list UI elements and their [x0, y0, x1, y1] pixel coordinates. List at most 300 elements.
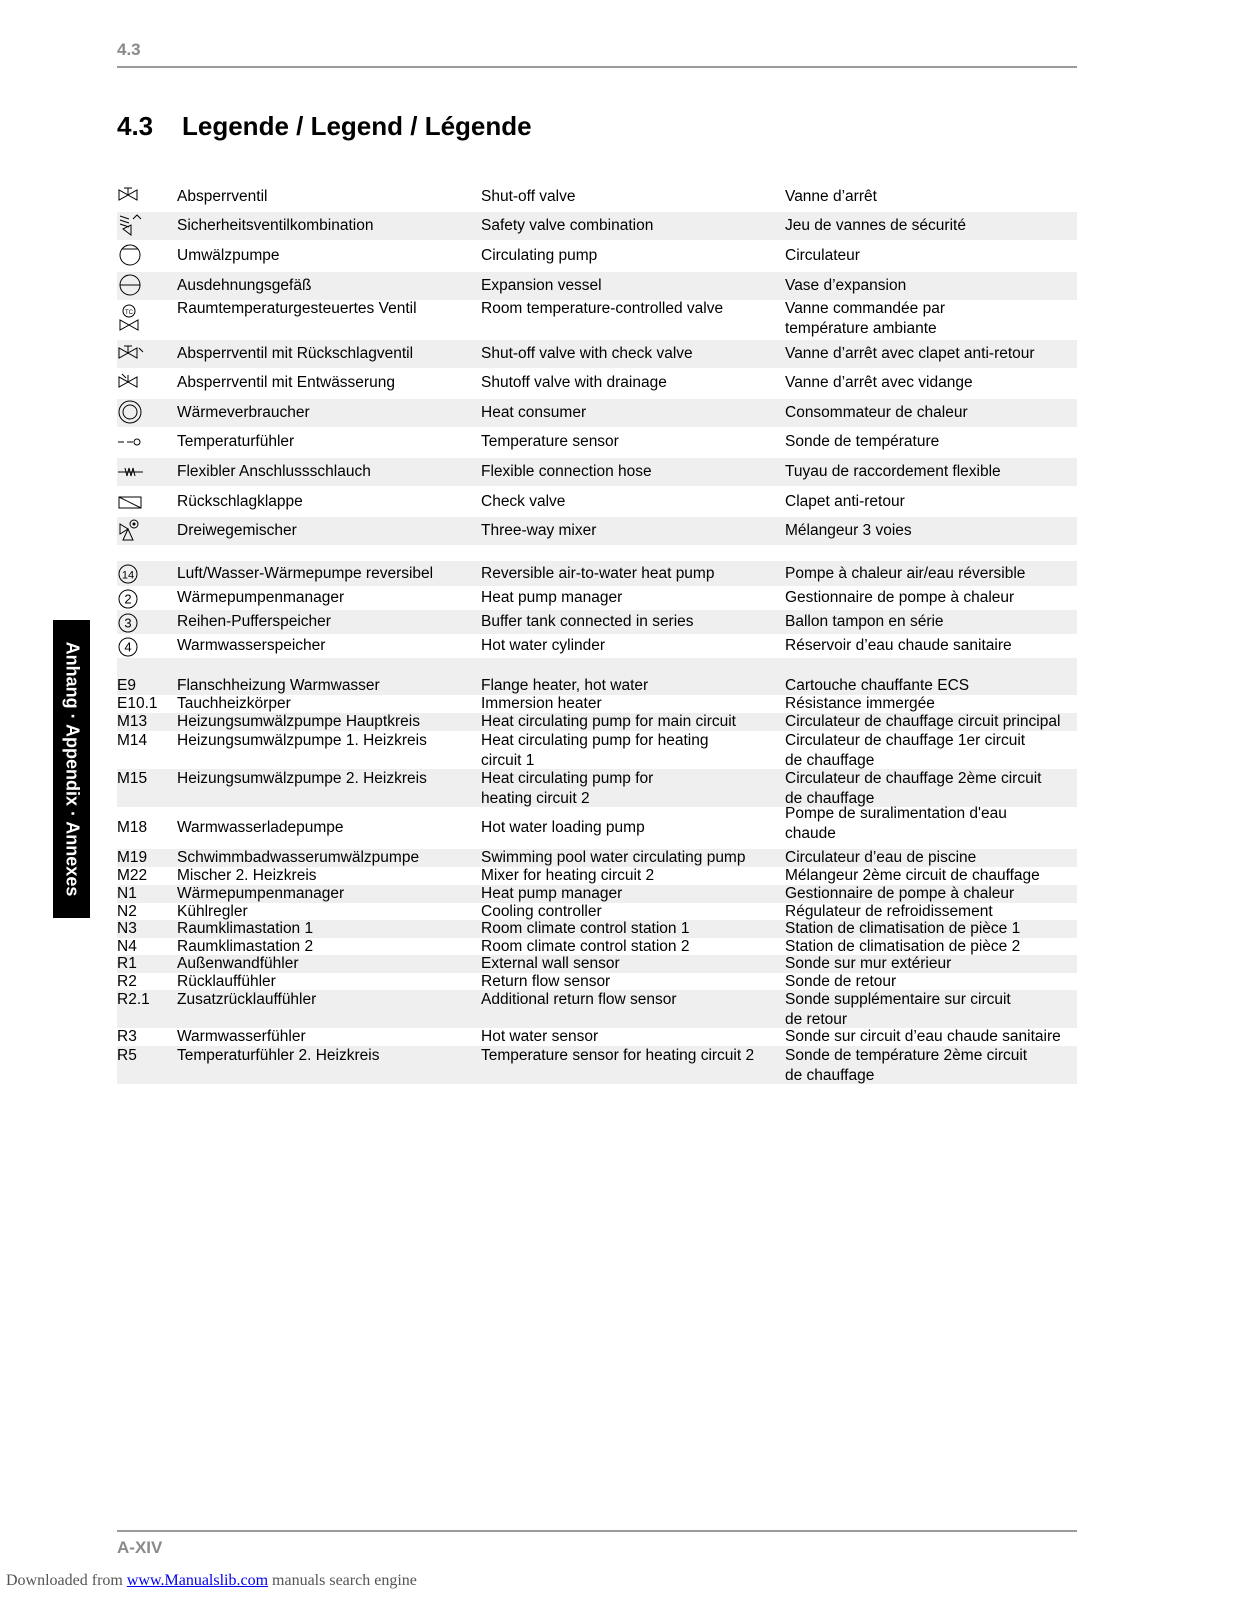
component-code [117, 884, 172, 904]
label-de [177, 462, 371, 482]
label-en [481, 884, 622, 904]
label-de-text: Rücklauffühler [177, 973, 276, 990]
shutoff-check-valve-icon [117, 343, 145, 365]
legend-spacer-row [117, 658, 1077, 677]
label-de-text: Raumklimastation 1 [177, 920, 314, 937]
label-fr-text: Sonde supplémentaire sur circuit [785, 991, 1011, 1008]
label-en-text: Hot water loading pump [481, 819, 645, 836]
label-de-text: Raumklimastation 2 [177, 938, 314, 955]
label-fr [785, 432, 939, 452]
safety-valve-combination-icon [117, 213, 172, 239]
label-de-text: Heizungsumwälzpumpe 2. Heizkreis [177, 770, 427, 787]
label-de [177, 403, 310, 423]
label-en-text: Mixer for heating circuit 2 [481, 867, 655, 884]
label-en [481, 712, 736, 732]
component-code [117, 919, 172, 939]
label-de [177, 187, 267, 207]
component-number-icon [117, 635, 172, 659]
label-fr-text: Sonde sur mur extérieur [785, 955, 952, 972]
label-fr [785, 216, 966, 236]
legend-row [117, 428, 1077, 456]
label-fr [785, 712, 1060, 732]
label-en [481, 694, 602, 714]
label-en-text-cont: circuit 1 [481, 752, 535, 769]
label-fr [785, 612, 944, 632]
label-de-text: Heizungsumwälzpumpe Hauptkreis [177, 713, 420, 730]
component-code-text: M19 [117, 849, 148, 866]
label-en [481, 187, 576, 207]
three-way-mixer-icon [117, 518, 145, 544]
label-en-text: Additional return flow sensor [481, 991, 677, 1008]
component-code-text: M15 [117, 770, 148, 787]
component-code-text: M14 [117, 732, 148, 749]
label-en-text: Flexible connection hose [481, 463, 652, 480]
safety-valve-combination-icon [117, 213, 145, 239]
label-fr [785, 521, 912, 541]
legend-row [117, 212, 1077, 240]
label-fr-text: Clapet anti-retour [785, 493, 905, 510]
label-fr-text: Circulateur de chauffage circuit principal [785, 713, 1061, 730]
component-code [117, 818, 172, 838]
legend-row [117, 399, 1077, 427]
legend-row [117, 488, 1077, 516]
label-de-text: Temperaturfühler [177, 433, 295, 450]
label-fr [785, 804, 1007, 844]
label-de-text: Reihen-Pufferspeicher [177, 613, 331, 630]
component-code-text: R1 [117, 955, 137, 972]
room-temperature-valve-icon [117, 304, 172, 334]
component-code-text: R3 [117, 1028, 137, 1045]
label-en [481, 818, 645, 838]
label-de-text: Kühlregler [177, 903, 248, 920]
label-en-text: Expansion vessel [481, 277, 602, 294]
label-de [177, 884, 344, 904]
legend-row [117, 1028, 1077, 1046]
component-number-icon [117, 587, 141, 611]
label-en-text: Hot water cylinder [481, 637, 606, 654]
label-fr-text: Vanne commandée par [785, 300, 945, 317]
temperature-sensor-icon [117, 431, 172, 453]
label-de-text: Warmwasserspeicher [177, 637, 326, 654]
label-en [481, 462, 652, 482]
label-en [481, 636, 605, 656]
component-code-text: E9 [117, 677, 136, 694]
label-fr-text: Circulateur d’eau de piscine [785, 849, 977, 866]
label-fr-text: Mélangeur 2ème circuit de chauffage [785, 867, 1040, 884]
download-prefix: Downloaded from [6, 1572, 127, 1589]
component-code-text: N4 [117, 938, 137, 955]
label-de-text: Flanschheizung Warmwasser [177, 677, 380, 694]
component-code-text: N2 [117, 903, 137, 920]
label-fr-text: Vanne d’arrêt avec vidange [785, 374, 973, 391]
label-fr-text: Circulateur de chauffage 1er circuit [785, 732, 1026, 749]
label-de-text: Tauchheizkörper [177, 695, 291, 712]
label-de-text: Rückschlagklappe [177, 493, 303, 510]
label-fr [785, 866, 1040, 886]
legend-row [117, 990, 1077, 1028]
component-code [117, 712, 172, 732]
label-fr-text: Gestionnaire de pompe à chaleur [785, 885, 1015, 902]
label-fr [785, 731, 1025, 771]
title-number: 4.3 [117, 111, 154, 141]
legend-row [117, 677, 1077, 695]
component-code [117, 769, 172, 789]
label-en-text: Heat pump manager [481, 885, 623, 902]
three-way-mixer-icon [117, 518, 172, 544]
label-de [177, 848, 419, 868]
label-fr [785, 246, 860, 266]
label-fr-text: Tuyau de raccordement flexible [785, 463, 1001, 480]
label-de-text: Zusatzrücklauffühler [177, 991, 317, 1008]
label-en-text: Cooling controller [481, 903, 602, 920]
label-de-text: Warmwasserladepumpe [177, 819, 344, 836]
label-fr-text-cont: température ambiante [785, 320, 937, 337]
label-en [481, 344, 693, 364]
component-number-icon [117, 611, 141, 635]
label-en [481, 403, 586, 423]
legend-row [117, 517, 1077, 545]
legend-row [117, 340, 1077, 368]
label-de [177, 216, 373, 236]
component-number: 2 [124, 591, 132, 607]
footer-page-label: A-XIV [117, 1538, 163, 1557]
component-code [117, 694, 172, 714]
label-fr [785, 588, 1014, 608]
label-de-text: Absperrventil mit Entwässerung [177, 374, 395, 391]
side-tab [53, 620, 90, 918]
label-en [481, 521, 596, 541]
check-valve-icon [117, 491, 145, 513]
label-de-text: Umwälzpumpe [177, 247, 280, 264]
label-en-text: Hot water sensor [481, 1028, 599, 1045]
label-en-text: Shut-off valve [481, 188, 576, 205]
label-fr [785, 884, 1014, 904]
label-de [177, 694, 291, 714]
label-fr [785, 187, 877, 207]
label-fr [785, 1046, 1027, 1086]
label-fr [785, 564, 1025, 584]
label-de-text: Außenwandfühler [177, 955, 299, 972]
label-en [481, 919, 689, 939]
label-en-text: Room temperature-controlled valve [481, 300, 724, 317]
heat-consumer-icon [117, 400, 145, 426]
label-en-text: Buffer tank connected in series [481, 613, 694, 630]
component-number-icon [117, 635, 141, 659]
label-en [481, 954, 620, 974]
label-de [177, 769, 427, 789]
label-en [481, 299, 723, 319]
label-de-text: Heizungsumwälzpumpe 1. Heizkreis [177, 732, 427, 749]
component-code-text: M22 [117, 867, 148, 884]
label-fr [785, 769, 1041, 809]
flexible-hose-icon [117, 461, 145, 483]
label-de [177, 990, 316, 1010]
label-en-text: Check valve [481, 493, 566, 510]
component-number-icon [117, 562, 141, 586]
label-de [177, 521, 297, 541]
header-rule [117, 66, 1077, 68]
page-title [117, 111, 532, 142]
label-en [481, 216, 653, 236]
manualslib-link[interactable]: www.Manualslib.com [126, 1572, 269, 1589]
component-code [117, 1046, 172, 1066]
legend-row [117, 458, 1077, 486]
legend-row [117, 849, 1077, 867]
label-en [481, 492, 565, 512]
label-de-text: Flexibler Anschlussschlauch [177, 463, 371, 480]
component-code [117, 954, 172, 974]
label-fr [785, 1027, 1061, 1047]
label-de-text: Absperrventil mit Rückschlagventil [177, 345, 414, 362]
label-en-text-cont: heating circuit 2 [481, 790, 590, 807]
label-fr-text: Circulateur de chauffage 2ème circuit [785, 770, 1042, 787]
footer-rule [117, 1530, 1077, 1532]
label-de-text: Wärmepumpenmanager [177, 589, 345, 606]
label-fr [785, 276, 906, 296]
label-fr-text: Cartouche chauffante ECS [785, 677, 970, 694]
label-en-text: Temperature sensor [481, 433, 619, 450]
label-de [177, 612, 331, 632]
side-tab-label: Anhang · Appendix · Annexes [62, 641, 82, 897]
label-fr [785, 299, 945, 339]
label-fr-text: Vanne d’arrêt avec clapet anti-retour [785, 345, 1035, 362]
label-en [481, 866, 654, 886]
label-en-text: Circulating pump [481, 247, 598, 264]
label-en [481, 276, 602, 296]
component-code-text: R5 [117, 1047, 137, 1064]
label-en [481, 564, 714, 584]
legend-row [117, 634, 1077, 658]
label-en-text: Temperature sensor for heating circuit 2 [481, 1047, 755, 1064]
legend-row [117, 1046, 1077, 1084]
svg-text:TC: TC [125, 310, 133, 316]
label-de [177, 588, 344, 608]
shutoff-drain-valve-icon [117, 372, 172, 394]
label-fr-text-cont: de chauffage [785, 752, 875, 769]
component-number-icon [117, 562, 172, 586]
label-fr [785, 972, 896, 992]
label-de [177, 432, 294, 452]
label-fr-text: Réservoir d’eau chaude sanitaire [785, 637, 1012, 654]
label-de [177, 276, 311, 296]
label-en [481, 246, 597, 266]
label-de-text: Schwimmbadwasserumwälzpumpe [177, 849, 420, 866]
label-fr-text-cont: de chauffage [785, 1067, 875, 1084]
label-fr-text-cont: de chauffage [785, 790, 875, 807]
legend-row [117, 299, 1077, 339]
label-en [481, 731, 708, 771]
label-fr [785, 694, 935, 714]
header-section-number: 4.3 [117, 40, 141, 59]
label-de [177, 712, 420, 732]
label-en [481, 1046, 754, 1066]
label-fr [785, 676, 969, 696]
label-fr-text: Sonde de température 2ème circuit [785, 1047, 1028, 1064]
label-fr-text: Sonde de température [785, 433, 940, 450]
label-de-text: Luft/Wasser-Wärmepumpe reversibel [177, 565, 434, 582]
label-de [177, 818, 344, 838]
flexible-hose-icon [117, 461, 172, 483]
label-fr [785, 373, 973, 393]
label-en-text: Flange heater, hot water [481, 677, 649, 694]
label-de [177, 636, 325, 656]
label-fr [785, 848, 976, 868]
component-number: 3 [124, 615, 132, 631]
legend-row [117, 885, 1077, 903]
label-fr [785, 636, 1012, 656]
shutoff-valve-icon [117, 186, 145, 208]
label-fr [785, 919, 1020, 939]
component-code [117, 848, 172, 868]
label-en-text: Heat circulating pump for [481, 770, 654, 787]
check-valve-icon [117, 491, 172, 513]
temperature-sensor-icon [117, 431, 145, 453]
label-fr [785, 403, 968, 423]
circulating-pump-icon [117, 243, 172, 269]
component-number-icon [117, 587, 172, 611]
label-en-text: Reversible air-to-water heat pump [481, 565, 715, 582]
legend-row [117, 695, 1077, 713]
label-en-text: External wall sensor [481, 955, 620, 972]
legend-row [117, 561, 1077, 586]
download-suffix: manuals search engine [268, 1572, 417, 1589]
label-fr [785, 462, 1001, 482]
label-de [177, 246, 280, 266]
label-fr-text-cont: chaude [785, 825, 836, 842]
component-number: 4 [124, 639, 132, 655]
label-fr-text: Résistance immergée [785, 695, 935, 712]
label-fr-text: Station de climatisation de pièce 1 [785, 920, 1021, 937]
label-fr [785, 344, 1035, 364]
label-en-text: Heat consumer [481, 404, 587, 421]
label-en [481, 972, 610, 992]
heat-consumer-icon [117, 400, 172, 426]
label-en-text: Immersion heater [481, 695, 602, 712]
legend-row [117, 610, 1077, 634]
label-fr-text: Pompe de suralimentation d'eau [785, 805, 1007, 822]
legend-row [117, 369, 1077, 397]
label-de-text: Temperaturfühler 2. Heizkreis [177, 1047, 380, 1064]
shutoff-check-valve-icon [117, 343, 172, 365]
label-fr-text: Consommateur de chaleur [785, 404, 968, 421]
label-fr [785, 990, 1011, 1030]
component-number-icon [117, 611, 172, 635]
label-fr-text-cont: de retour [785, 1011, 848, 1028]
label-fr-text: Vase d’expansion [785, 277, 907, 294]
component-code [117, 731, 172, 751]
shutoff-drain-valve-icon [117, 372, 145, 394]
legend-row [117, 713, 1077, 731]
label-de-text: Wärmepumpenmanager [177, 885, 345, 902]
label-en [481, 990, 677, 1010]
expansion-vessel-icon [117, 273, 145, 299]
label-de-text: Absperrventil [177, 188, 268, 205]
label-en [481, 588, 622, 608]
label-en-text: Safety valve combination [481, 217, 654, 234]
label-de [177, 373, 395, 393]
legend-spacer-row [117, 545, 1077, 561]
label-en-text: Room climate control station 2 [481, 938, 690, 955]
label-de [177, 676, 380, 696]
label-de-text: Warmwasserfühler [177, 1028, 306, 1045]
label-en-text: Room climate control station 1 [481, 920, 690, 937]
legend-row [117, 731, 1077, 769]
label-de [177, 1046, 379, 1066]
legend-row [117, 586, 1077, 610]
label-de-text: Sicherheitsventilkombination [177, 217, 374, 234]
title-text: Legende / Legend / Légende [182, 111, 532, 141]
label-fr-text: Gestionnaire de pompe à chaleur [785, 589, 1015, 606]
legend-row [117, 867, 1077, 885]
label-en [481, 676, 648, 696]
label-en-text: Heat circulating pump for heating [481, 732, 709, 749]
legend-row [117, 807, 1077, 849]
label-de [177, 919, 313, 939]
legend-row [117, 242, 1077, 270]
label-de-text: Dreiwegemischer [177, 522, 297, 539]
label-fr [785, 954, 951, 974]
label-en-text: Heat circulating pump for main circuit [481, 713, 736, 730]
label-fr [785, 492, 905, 512]
component-code [117, 1027, 172, 1047]
label-fr-text: Circulateur [785, 247, 860, 264]
label-fr-text: Vanne d’arrêt [785, 188, 877, 205]
label-de [177, 344, 413, 364]
legend-row [117, 920, 1077, 938]
label-en [481, 432, 619, 452]
legend-row [117, 183, 1077, 210]
component-code-text: M13 [117, 713, 148, 730]
expansion-vessel-icon [117, 273, 172, 299]
component-number: 14 [121, 569, 135, 582]
room-temperature-valve-icon [117, 304, 145, 334]
component-code [117, 990, 172, 1010]
label-de-text: Raumtemperaturgesteuertes Ventil [177, 300, 417, 317]
label-en-text: Heat pump manager [481, 589, 623, 606]
label-en [481, 848, 745, 868]
label-fr-text: Mélangeur 3 voies [785, 522, 912, 539]
component-code-text: N1 [117, 885, 137, 902]
download-note [6, 1572, 417, 1590]
label-fr-text: Sonde de retour [785, 973, 897, 990]
label-en [481, 612, 694, 632]
legend-row [117, 955, 1077, 973]
label-fr-text: Régulateur de refroidissement [785, 903, 993, 920]
label-fr-text: Ballon tampon en série [785, 613, 944, 630]
legend-row [117, 973, 1077, 991]
label-fr-text: Sonde sur circuit d’eau chaude sanitaire [785, 1028, 1061, 1045]
component-code-text: N3 [117, 920, 137, 937]
component-code-text: M18 [117, 819, 148, 836]
label-de [177, 1027, 306, 1047]
label-en [481, 769, 653, 809]
component-code-text: R2.1 [117, 991, 150, 1008]
label-de [177, 731, 427, 751]
component-code-text: R2 [117, 973, 137, 990]
label-en [481, 1027, 598, 1047]
legend-row [117, 769, 1077, 807]
label-de [177, 492, 303, 512]
label-de [177, 866, 317, 886]
label-de [177, 564, 433, 584]
label-fr-text: Jeu de vannes de sécurité [785, 217, 966, 234]
label-de [177, 972, 276, 992]
label-de-text: Mischer 2. Heizkreis [177, 867, 317, 884]
circulating-pump-icon [117, 243, 145, 269]
label-en-text: Swimming pool water circulating pump [481, 849, 746, 866]
label-en [481, 373, 667, 393]
label-de [177, 954, 299, 974]
